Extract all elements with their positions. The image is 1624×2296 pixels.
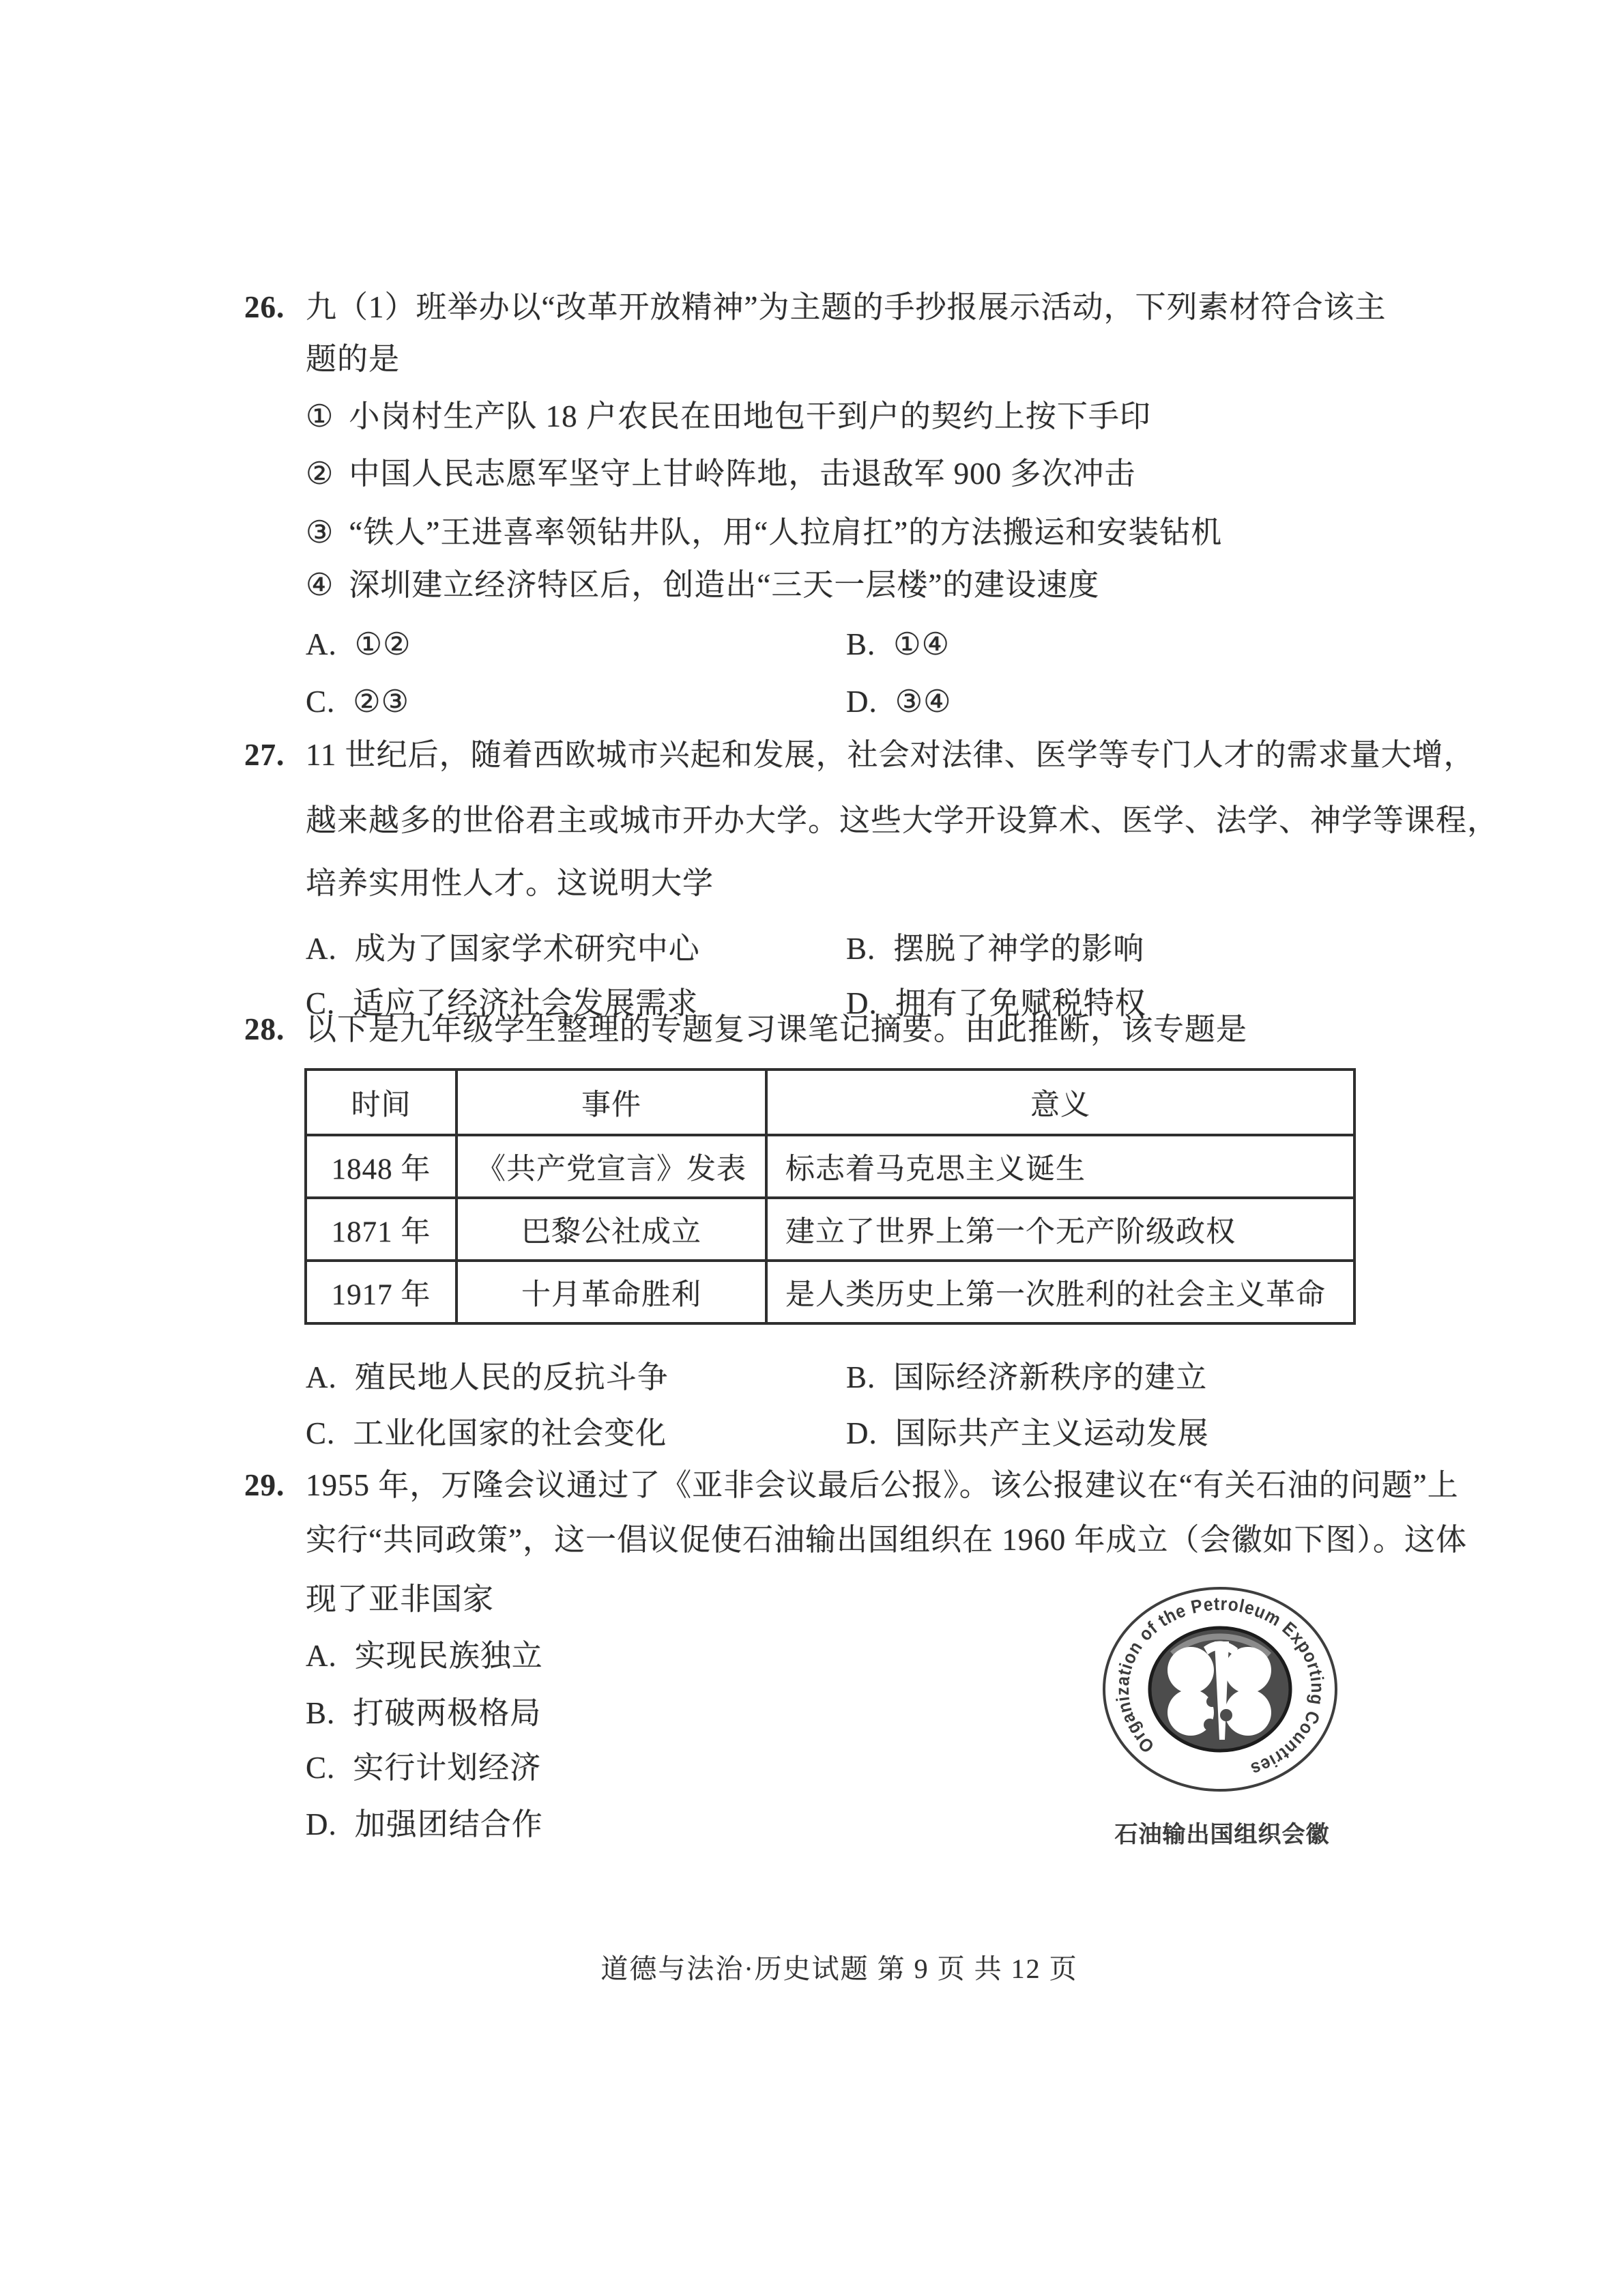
q28-number: 28. [244,1012,285,1046]
q26-option-b [846,627,950,663]
item-marker: ① [306,399,334,433]
cell-event: 十月革命胜利 [456,1261,766,1323]
cell-time: 1848 年 [306,1135,456,1198]
option-text: ②③ [353,685,409,719]
option-text: 国际经济新秩序的建立 [893,1360,1208,1394]
item-marker: ③ [306,515,334,549]
q26-option-c [306,685,409,720]
q26-option-d [846,685,951,720]
opec-logo [1096,1583,1344,1795]
q29-stem-line-3: 现了亚非国家 [306,1582,495,1616]
cell-time: 1917 年 [306,1261,456,1323]
q29-stem-line-1: 1955 年，万隆会议通过了《亚非会议最后公报》。该公报建议在“有关石油的问题”上 [306,1468,1459,1502]
q26-stem-line-1: 九（1）班举办以“改革开放精神”为主题的手抄报展示活动，下列素材符合该主 [306,290,1387,324]
item-marker: ② [306,457,334,491]
cell-significance: 建立了世界上第一个无产阶级政权 [766,1198,1354,1261]
q29-option-a [306,1639,543,1674]
option-label: C. [306,986,336,1020]
option-text: 摆脱了神学的影响 [893,932,1145,966]
table-header-significance: 意义 [766,1070,1354,1135]
cell-event: 《共产党宣言》发表 [456,1135,766,1198]
option-text: ①② [354,627,411,661]
q27-number: 27. [244,738,285,772]
cell-time: 1871 年 [306,1198,456,1261]
option-text: 工业化国家的社会变化 [353,1416,667,1450]
q27-option-b [846,932,1144,967]
cell-event: 巴黎公社成立 [456,1198,766,1261]
option-label: C. [306,1416,336,1450]
q29-option-b [306,1696,541,1732]
item-marker: ④ [306,568,334,602]
option-text: 加强团结合作 [354,1807,543,1841]
option-text: 适应了经济社会发展需求 [353,986,699,1020]
option-label: B. [846,1360,876,1394]
option-label: C. [306,685,336,719]
option-text: ①④ [893,627,950,661]
q26-item-3 [306,515,1222,551]
q29-stem-line-2: 实行“共同政策”，这一倡议促使石油输出国组织在 1960 年成立（会徽如下图）。这体 [306,1523,1467,1557]
item-text: 深圳建立经济特区后，创造出“三天一层楼”的建设速度 [349,568,1100,602]
option-text: ③④ [895,685,952,719]
table-row [306,1198,1354,1261]
option-label: A. [306,1639,337,1673]
item-text: “铁人”王进喜率领钻井队，用“人拉肩扛”的方法搬运和安装钻机 [349,515,1223,549]
q27-stem-line-2: 越来越多的世俗君主或城市开办大学。这些大学开设算术、医学、法学、神学等课程， [306,803,1499,837]
q27-stem-line-3: 培养实用性人才。这说明大学 [306,866,714,900]
table-header-time: 时间 [306,1070,456,1135]
page-footer: 道德与法治·历史试题 第 9 页 共 12 页 [600,1953,1078,1984]
q26-stem-line-2: 题的是 [306,342,401,376]
table-header-event: 事件 [456,1070,766,1135]
q27-stem-line-1: 11 世纪后，随着西欧城市兴起和发展，社会对法律、医学等专门人才的需求量大增， [306,738,1475,772]
item-text: 小岗村生产队 18 户农民在田地包干到户的契约上按下手印 [349,399,1151,433]
q26-item-1 [306,399,1151,435]
option-text: 打破两极格局 [353,1696,542,1730]
table-header-row [306,1070,1354,1135]
option-text: 实行计划经济 [353,1751,542,1785]
table-row [306,1261,1354,1323]
option-label: A. [306,1360,337,1394]
opec-logo-caption: 石油输出国组织会徽 [1114,1822,1330,1848]
option-label: A. [306,627,337,661]
q26-item-2 [306,457,1135,492]
q26-option-a [306,627,411,663]
q29-option-d [306,1807,543,1843]
option-label: B. [846,627,876,661]
option-label: D. [846,986,878,1020]
cell-significance: 标志着马克思主义诞生 [766,1135,1354,1198]
cell-significance: 是人类历史上第一次胜利的社会主义革命 [766,1261,1354,1323]
option-label: D. [846,685,878,719]
option-label: D. [846,1416,878,1450]
q28-notes-table [304,1068,1356,1325]
q26-number: 26. [244,290,285,324]
q27-option-a [306,932,700,967]
option-label: D. [306,1807,337,1841]
option-text: 国际共产主义运动发展 [895,1416,1209,1450]
option-text: 拥有了免赋税特权 [895,986,1146,1020]
option-text: 实现民族独立 [354,1639,543,1673]
q28-option-b [846,1360,1207,1396]
q28-option-c [306,1416,667,1452]
q26-item-4 [306,568,1099,603]
item-text: 中国人民志愿军坚守上甘岭阵地，击退敌军 900 多次冲击 [349,457,1136,491]
option-label: C. [306,1751,336,1785]
q29-option-c [306,1751,541,1786]
q29-number: 29. [244,1468,285,1502]
table-row [306,1135,1354,1198]
option-label: B. [846,932,876,966]
q28-option-a [306,1360,669,1396]
opec-symbol [1168,1641,1271,1740]
opec-ring-text: Organization of the Petroleum Exporting Countries [1112,1593,1329,1781]
option-text: 成为了国家学术研究中心 [354,932,700,966]
option-label: B. [306,1696,336,1730]
q28-option-d [846,1416,1209,1452]
q28-stem-line-1: 以下是九年级学生整理的专题复习课笔记摘要。由此推断，该专题是 [306,1012,1248,1046]
option-text: 殖民地人民的反抗斗争 [354,1360,669,1394]
option-label: A. [306,932,337,966]
